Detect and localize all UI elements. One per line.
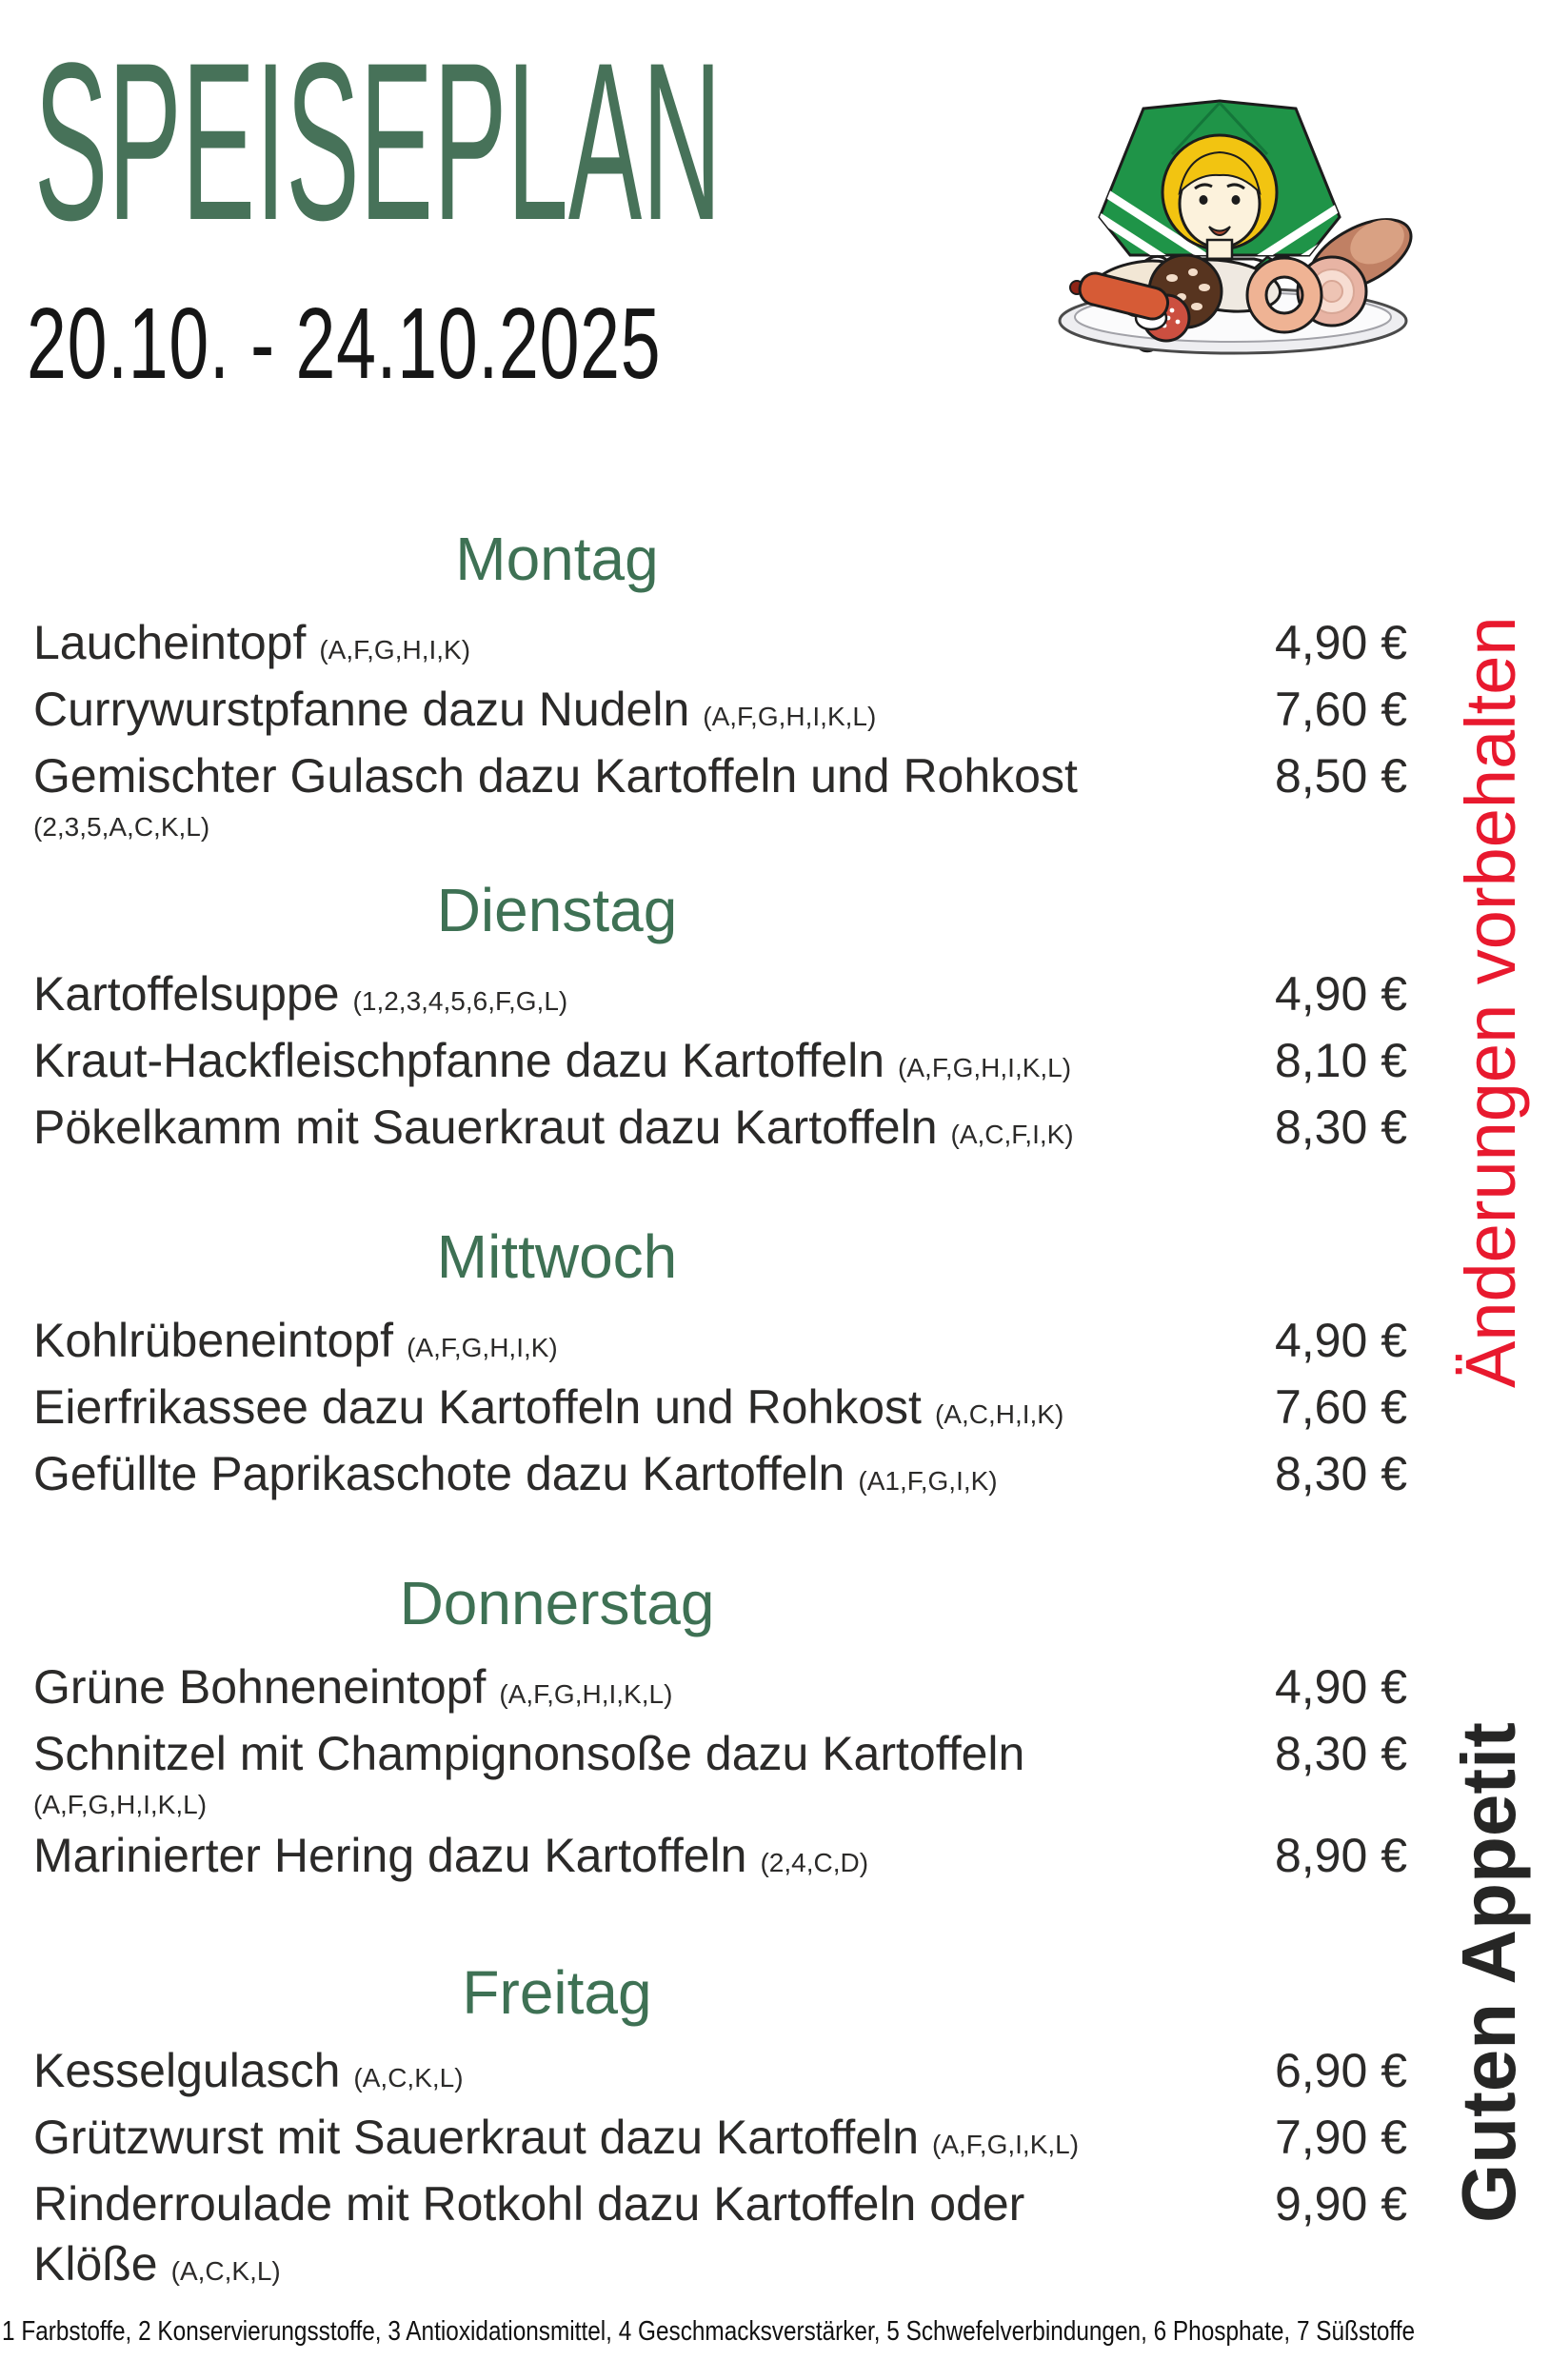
day-heading: Freitag [462,1958,652,2027]
dish-name: Kartoffelsuppe [33,967,340,1021]
allergen-codes: (A,C,F,I,K) [950,1120,1074,1149]
dish-name: Schnitzel mit Champignonsoße dazu Kartoffeln [33,1727,1025,1780]
weekly-menu [33,526,1407,2301]
eye-right [1232,195,1241,205]
dish-name: Eierfrikassee dazu Kartoffeln und Rohkost [33,1380,922,1434]
day-heading: Mittwoch [436,1222,678,1291]
allergen-codes: (A,C,K,L) [353,2063,464,2092]
dish-name: Grüne Bohneneintopf [33,1660,487,1714]
menu-item [33,1031,1407,1098]
price: 9,90 € [1274,2177,1407,2231]
allergen-codes: (A,F,G,H,I,K,L) [703,702,877,731]
bon-appetit-note: Guten Appetit [1446,1722,1531,2223]
dish-name: Kraut-Hackfleischpfanne dazu Kartoffeln [33,1034,885,1087]
dish-name: Grützwurst mit Sauerkraut dazu Kartoffeln [33,2111,920,2164]
butcher-woman-illustration [1050,95,1417,357]
day-heading: Montag [455,525,659,593]
day-heading: Dienstag [436,876,678,944]
day-section-freitag [33,1959,1407,2301]
allergen-codes: (1,2,3,4,5,6,F,G,L) [352,986,568,1016]
page-title: SPEISEPLAN [34,48,722,268]
price: 4,90 € [1274,1660,1407,1714]
additives-legend: 1 Farbstoffe, 2 Konservierungsstoffe, 3 Antioxidationsmittel, 4 Geschmacksverstärker, 5 Schwefelverbindungen, 6 Phosphate, 7 Süßstoffe [2,2316,1416,2347]
price: 8,90 € [1274,1829,1407,1882]
menu-item [33,2108,1407,2174]
menu-item [33,680,1407,746]
allergen-codes: (A,F,G,H,I,K,L) [499,1679,673,1709]
price: 8,50 € [1274,749,1407,803]
menu-item [33,746,1407,806]
changes-reserved-note: Änderungen vorbehalten [1451,616,1530,1388]
price: 7,90 € [1274,2111,1407,2164]
price: 7,60 € [1274,683,1407,736]
price: 7,60 € [1274,1380,1407,1434]
price: 4,90 € [1274,1314,1407,1367]
menu-item [33,2174,1407,2234]
page-title-lettering [34,48,729,281]
dish-name: Kohlrübeneintopf [33,1314,394,1367]
menu-item [33,1311,1407,1378]
dish-name: Marinierter Hering dazu Kartoffeln [33,1829,747,1882]
menu-item [33,1378,1407,1444]
dish-name: Kesselgulasch [33,2044,341,2097]
allergen-codes: (2,4,C,D) [760,1848,869,1877]
dish-name: Rinderroulade mit Rotkohl dazu Kartoffeln oder [33,2177,1025,2231]
allergen-codes: (A,C,K,L) [170,2256,281,2286]
menu-item [33,1657,1407,1724]
dish-name: Klöße [33,2237,158,2291]
dish-name: Laucheintopf [33,616,307,669]
allergen-codes: (A,F,G,H,I,K,L) [33,1790,208,1819]
dish-name: Currywurstpfanne dazu Nudeln [33,683,690,736]
price: 8,30 € [1274,1447,1407,1500]
day-section-mittwoch [33,1223,1407,1511]
dish-name: Gefüllte Paprikaschote dazu Kartoffeln [33,1447,845,1500]
price: 4,90 € [1274,616,1407,669]
menu-item [33,964,1407,1031]
date-range: 20.10. - 24.10.2025 [27,288,662,400]
price: 4,90 € [1274,967,1407,1021]
price: 8,30 € [1274,1101,1407,1154]
allergen-codes: (A,C,H,I,K) [934,1399,1064,1429]
price: 6,90 € [1274,2044,1407,2097]
allergen-codes: (A,F,G,H,I,K,L) [898,1053,1072,1082]
allergen-codes: (A1,F,G,I,K) [858,1466,998,1496]
menu-item-continuation [33,2234,1407,2301]
menu-item [33,1444,1407,1511]
day-section-montag [33,526,1407,848]
allergen-codes: (A,F,G,H,I,K) [319,635,471,664]
day-section-dienstag [33,877,1407,1164]
price: 8,10 € [1274,1034,1407,1087]
menu-item [33,1724,1407,1784]
menu-item [33,1826,1407,1893]
allergen-codes: (A,F,G,H,I,K) [407,1333,558,1362]
day-heading: Donnerstag [399,1569,715,1637]
menu-item [33,2041,1407,2108]
menu-item [33,613,1407,680]
eye-left [1200,195,1208,205]
allergen-codes: (A,F,G,I,K,L) [932,2130,1080,2159]
day-section-donnerstag [33,1570,1407,1893]
dish-name: Pökelkamm mit Sauerkraut dazu Kartoffeln [33,1101,938,1154]
allergen-codes: (2,3,5,A,C,K,L) [33,812,210,842]
price: 8,30 € [1274,1727,1407,1780]
menu-item [33,1098,1407,1164]
dish-name: Gemischter Gulasch dazu Kartoffeln und Rohkost [33,749,1078,803]
